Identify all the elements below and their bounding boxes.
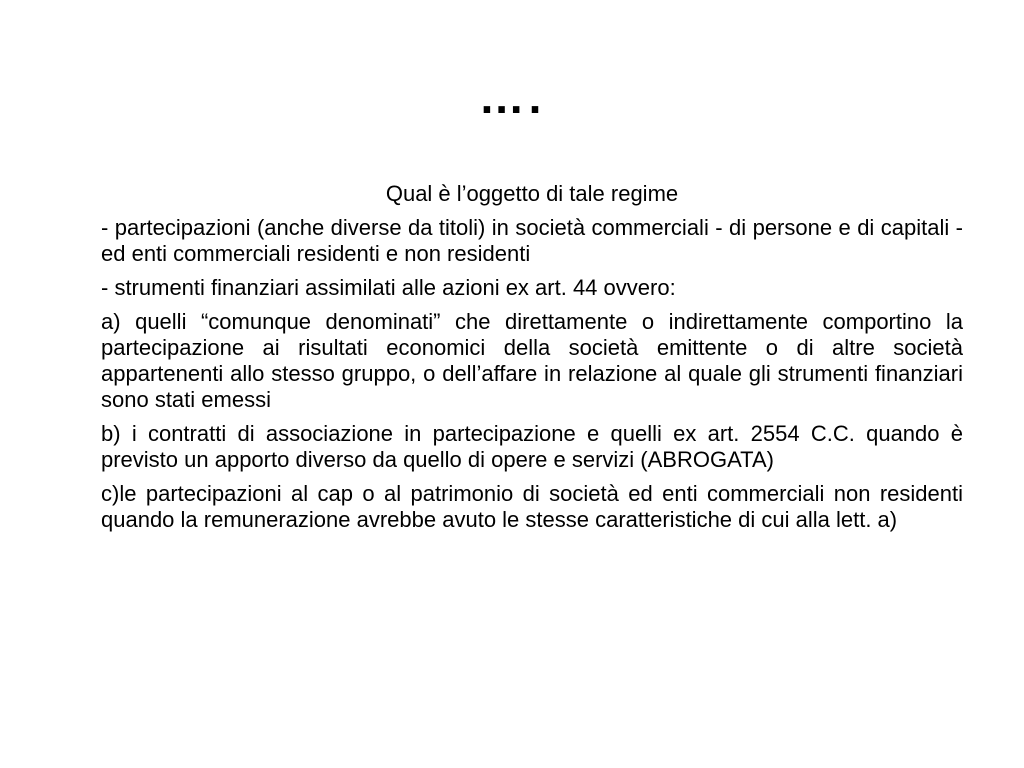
paragraph-item-c: c)le partecipazioni al cap o al patrimonio di società ed enti commerciali non residenti quando la remunerazione avrebbe avuto le stesse caratteristiche di cui alla lett. a) [101,481,963,532]
paragraph-strumenti-finanziari: - strumenti finanziari assimilati alle azioni ex art. 44 ovvero: [101,275,676,300]
slide-body [101,181,963,541]
slide-subtitle: Qual è l’oggetto di tale regime [385,181,679,206]
paragraph-item-a: a) quelli “comunque denominati” che direttamente o indirettamente comportino la partecipazione ai risultati economici della società emittente o di altre società appartenenti allo stesso gruppo, o dell’affare in relazione al quale gli strumenti finanziari sono stati emessi [101,309,963,412]
slide-title: …. [478,71,546,123]
paragraph-item-b: b) i contratti di associazione in partecipazione e quelli ex art. 2554 C.C. quando è previsto un apporto diverso da quello di opere e servizi (ABROGATA) [101,421,963,472]
paragraph-partecipazioni: - partecipazioni (anche diverse da titoli) in società commerciali - di persone e di capitali - ed enti commerciali residenti e non residenti [101,215,963,266]
